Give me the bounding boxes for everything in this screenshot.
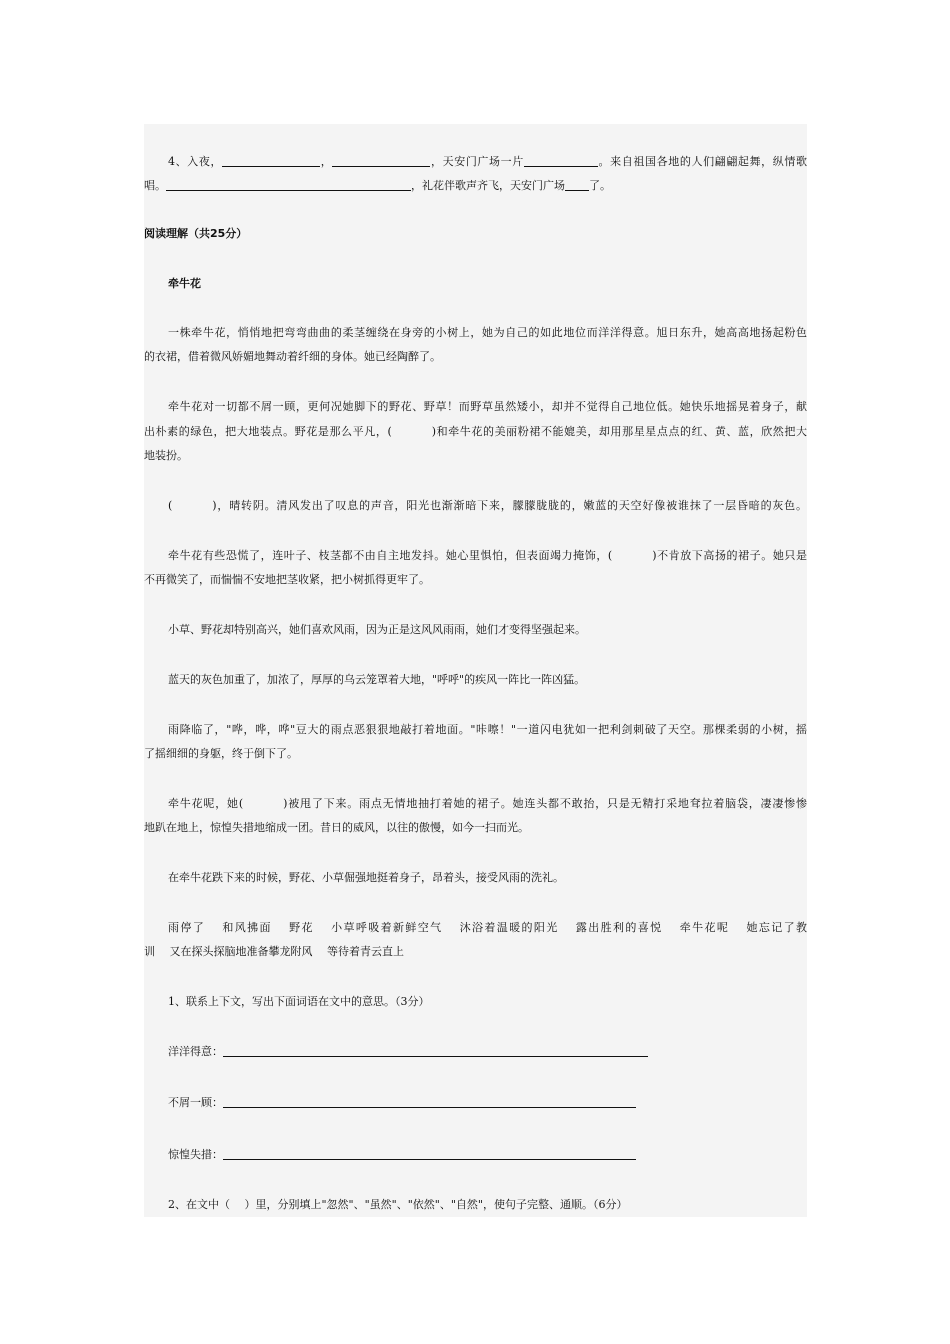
paragraph-line: 地装扮。: [144, 449, 188, 462]
section-title: 阅读理解（共25分）: [144, 227, 248, 240]
paragraph-text: (: [168, 499, 173, 512]
paragraph-line: 雨停了 和风拂面 野花 小草呼吸着新鲜空气 沐浴着温暖的阳光 露出胜利的喜悦 牵牛花呢 她忘记了教: [168, 921, 807, 934]
q4-text: 。来自祖国各地的人们翩翩起舞，纵情歌: [597, 155, 808, 168]
question-2: 2、在文中（ ）里，分别填上"忽然"、"虽然"、"依然"、"自然"，使句子完整、通顺。（6分）: [168, 1198, 628, 1211]
paragraph-line: 了摇细细的身躯，终于倒下了。: [144, 747, 298, 760]
paragraph-line: 训 又在探头探脑地准备攀龙附风 等待着青云直上: [144, 945, 404, 958]
paragraph-line: 地趴在地上，惊惶失措地缩成一团。昔日的威风，以往的傲慢，如今一扫而光。: [144, 821, 529, 834]
story-title: 牵牛花: [168, 277, 201, 290]
q4-blank-4[interactable]: [166, 177, 411, 191]
paragraph-text: )被甩了下来。雨点无情地抽打着她的裙子。她连头都不敢抬，只是无精打采地耷拉着脑袋，凄凄惨惨: [283, 797, 807, 810]
paragraph-line: 小草、野花却特别高兴，她们喜欢风雨，因为正是这风风雨雨，她们才变得坚强起来。: [168, 623, 586, 636]
paragraph-text: )不肯放下高扬的裙子。她只是: [652, 549, 807, 562]
q4-text: ，天安门广场一片: [430, 155, 524, 168]
paragraph-line: [144, 420, 807, 444]
q4-blank-3[interactable]: [524, 153, 598, 167]
word-line-2: [144, 1091, 807, 1115]
paragraph-text: 牵牛花有些恐慌了，连叶子、枝茎都不由自主地发抖。她心里惧怕，但表面竭力掩饰，(: [168, 549, 613, 562]
answer-blank-3[interactable]: [223, 1146, 636, 1160]
paragraph-line: 在牵牛花跌下来的时候，野花、小草倔强地挺着身子，昂着头，接受风雨的洗礼。: [168, 871, 564, 884]
paragraph-line: 一株牵牛花，悄悄地把弯弯曲曲的柔茎缠绕在身旁的小树上，她为自己的如此地位而洋洋得意。旭日东升，她高高地扬起粉色: [168, 326, 807, 339]
paragraph-line: 蓝天的灰色加重了，加浓了，厚厚的乌云笼罩着大地，"呼呼"的疾风一阵比一阵凶猛。: [168, 673, 586, 686]
q4-blank-5[interactable]: [565, 177, 589, 191]
q4-blank-1[interactable]: [222, 153, 320, 167]
word-line-3: [144, 1143, 807, 1167]
q4-text: ，: [320, 155, 333, 168]
question-1: 1、联系上下文，写出下面词语在文中的意思。（3分）: [168, 995, 430, 1008]
paragraph-line: 牵牛花对一切都不屑一顾，更何况她脚下的野花、野草！而野草虽然矮小，却并不觉得自己地位低。她快乐地摇晃着身子，献: [168, 400, 807, 413]
paragraph-line: [144, 792, 807, 816]
answer-blank-1[interactable]: [223, 1043, 648, 1057]
q4-blank-2[interactable]: [332, 153, 430, 167]
q4-text: 唱。: [144, 179, 166, 192]
paragraph-text: )，晴转阴。清风发出了叹息的声音，阳光也渐渐暗下来，朦朦胧胧的，嫩蓝的天空好像被谁抹了一层昏暗的灰色。: [212, 499, 807, 512]
word-label: 洋洋得意：: [168, 1045, 223, 1058]
paragraph-text: 牵牛花呢，她(: [168, 797, 244, 810]
paragraph-line: [144, 494, 807, 518]
paragraph-line: 不再微笑了，而惴惴不安地把茎收紧，把小树抓得更牢了。: [144, 573, 430, 586]
paragraph-line: [144, 544, 807, 568]
q4-text: 了。: [589, 179, 611, 192]
word-line-1: [144, 1040, 807, 1064]
q4-line-2: [144, 174, 807, 198]
q4-text: 4、入夜，: [168, 155, 223, 168]
paragraph-line: 的衣裙，借着微风娇媚地舞动着纤细的身体。她已经陶醉了。: [144, 350, 441, 363]
q4-text: ，礼花伴歌声齐飞，天安门广场: [411, 179, 565, 192]
paragraph-text: 出朴素的绿色，把大地装点。野花是那么平凡，(: [144, 425, 392, 438]
paragraph-text: )和牵牛花的美丽粉裙不能媲美，却用那星星点点的红、黄、蓝，欣然把大: [431, 425, 807, 438]
word-label: 惊惶失措：: [168, 1148, 223, 1161]
q4-line-1: [144, 150, 807, 174]
word-label: 不屑一顾：: [168, 1096, 223, 1109]
worksheet-page: [144, 124, 807, 1217]
answer-blank-2[interactable]: [223, 1094, 636, 1108]
paragraph-line: 雨降临了，"哗，哗，哗"豆大的雨点恶狠狠地敲打着地面。"咔嚓！"一道闪电犹如一把利剑刺破了天空。那棵柔弱的小树，摇: [168, 723, 807, 736]
